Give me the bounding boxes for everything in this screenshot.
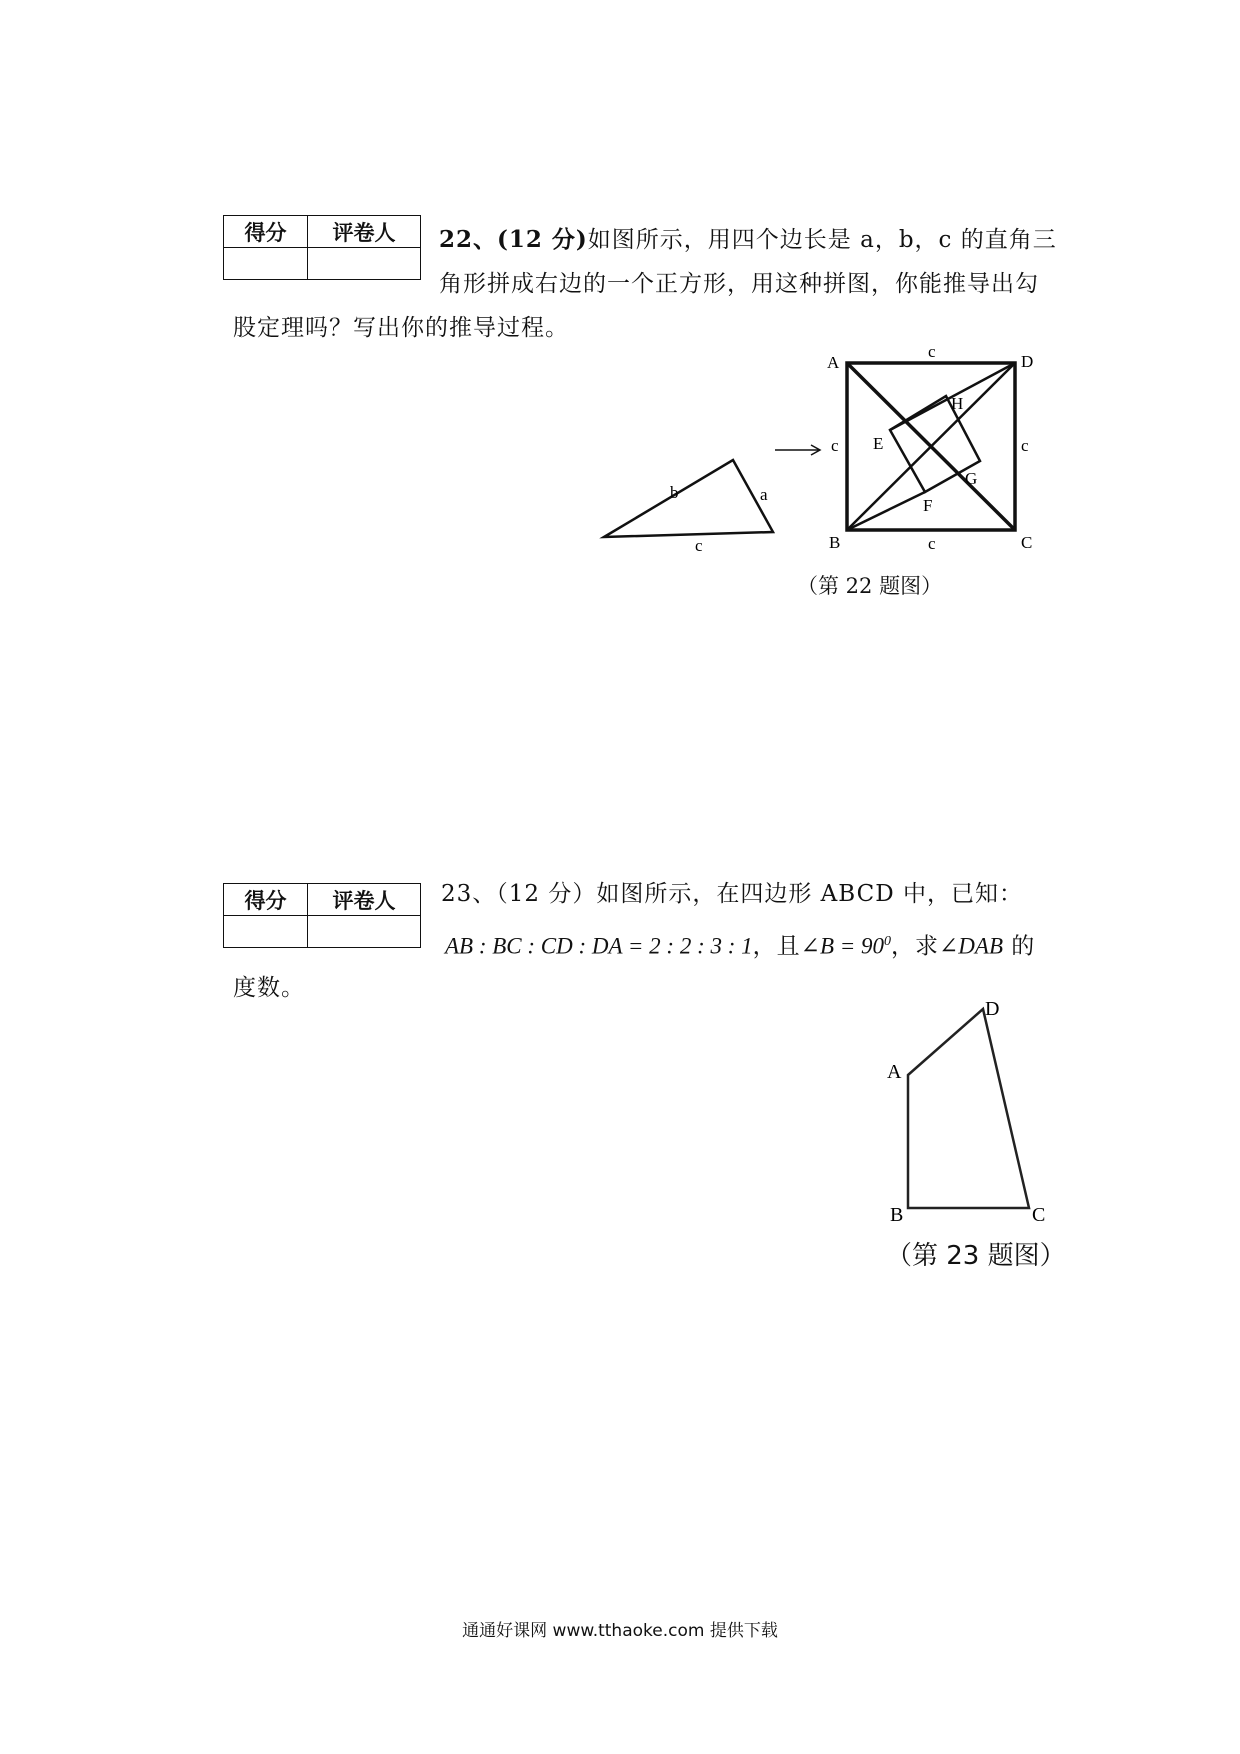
triangle-label-c: c	[695, 536, 703, 555]
line-BF	[847, 492, 925, 530]
q23-line3: 度数。	[233, 975, 305, 1001]
q23-target: ∠DAB	[939, 933, 1003, 959]
q22-triangle-figure	[600, 455, 790, 555]
arrow-icon	[773, 442, 825, 458]
triangle-label-a: a	[760, 485, 768, 504]
grader-cell	[308, 916, 421, 948]
square-side-bottom: c	[928, 534, 936, 553]
square-label-A: A	[827, 353, 840, 372]
score-cell	[224, 916, 308, 948]
score-header: 得分	[224, 884, 308, 916]
right-triangle	[604, 460, 773, 537]
square-side-left: c	[831, 436, 839, 455]
q23-line1	[441, 872, 1023, 916]
triangle-label-b: b	[670, 483, 679, 502]
square-side-right: c	[1021, 436, 1029, 455]
q22-square-figure	[825, 342, 1055, 555]
q23-ratio: AB : BC : CD : DA = 2 : 2 : 3 : 1	[445, 933, 753, 959]
q23-line1-text: 如图所示，在四边形 ABCD 中，已知：	[596, 881, 1023, 907]
q22-number: 22、(12 分)	[439, 226, 588, 253]
square-side-top: c	[928, 342, 936, 361]
square-label-D: D	[1021, 352, 1034, 371]
score-header: 得分	[224, 216, 308, 248]
quad-label-C: C	[1032, 1204, 1046, 1226]
page-footer: 通通好课网 www.tthaoke.com 提供下载	[462, 1621, 778, 1641]
square-label-G: G	[965, 469, 978, 488]
quad-label-D: D	[985, 998, 1000, 1020]
q23-degree: 0	[884, 934, 892, 949]
q23-caption: （第 23 题图）	[886, 1241, 1066, 1271]
q22-caption: （第 22 题图）	[797, 574, 943, 598]
grader-header: 评卷人	[308, 884, 421, 916]
square-label-E: E	[873, 434, 884, 453]
square-label-F: F	[923, 496, 933, 515]
square-label-C: C	[1021, 533, 1033, 552]
q22-line1	[439, 218, 1057, 262]
q22-line1-text: 如图所示，用四个边长是 a，b，c 的直角三	[587, 227, 1057, 253]
quadrilateral-ABCD	[908, 1009, 1029, 1208]
q22-line2: 角形拼成右边的一个正方形，用这种拼图，你能推导出勾	[439, 271, 1039, 297]
score-cell	[224, 248, 308, 280]
quad-label-B: B	[890, 1204, 904, 1226]
q22-line3: 股定理吗？写出你的推导过程。	[233, 315, 569, 341]
q23-quadrilateral-figure	[880, 995, 1060, 1225]
grader-header: 评卷人	[308, 216, 421, 248]
q23-ask: ，求	[891, 933, 940, 960]
q23-mid: ，且	[752, 933, 801, 960]
score-table-q23	[223, 883, 421, 948]
quad-label-A: A	[887, 1061, 902, 1083]
square-label-B: B	[829, 533, 841, 552]
square-label-H: H	[951, 394, 964, 413]
q23-tail: 的	[1003, 933, 1036, 960]
q23-number: 23、（12 分）	[441, 881, 597, 907]
grader-cell	[308, 248, 421, 280]
q23-angle: ∠B = 90	[800, 933, 885, 959]
score-table-q22	[223, 215, 421, 280]
q23-line2	[445, 920, 1035, 969]
